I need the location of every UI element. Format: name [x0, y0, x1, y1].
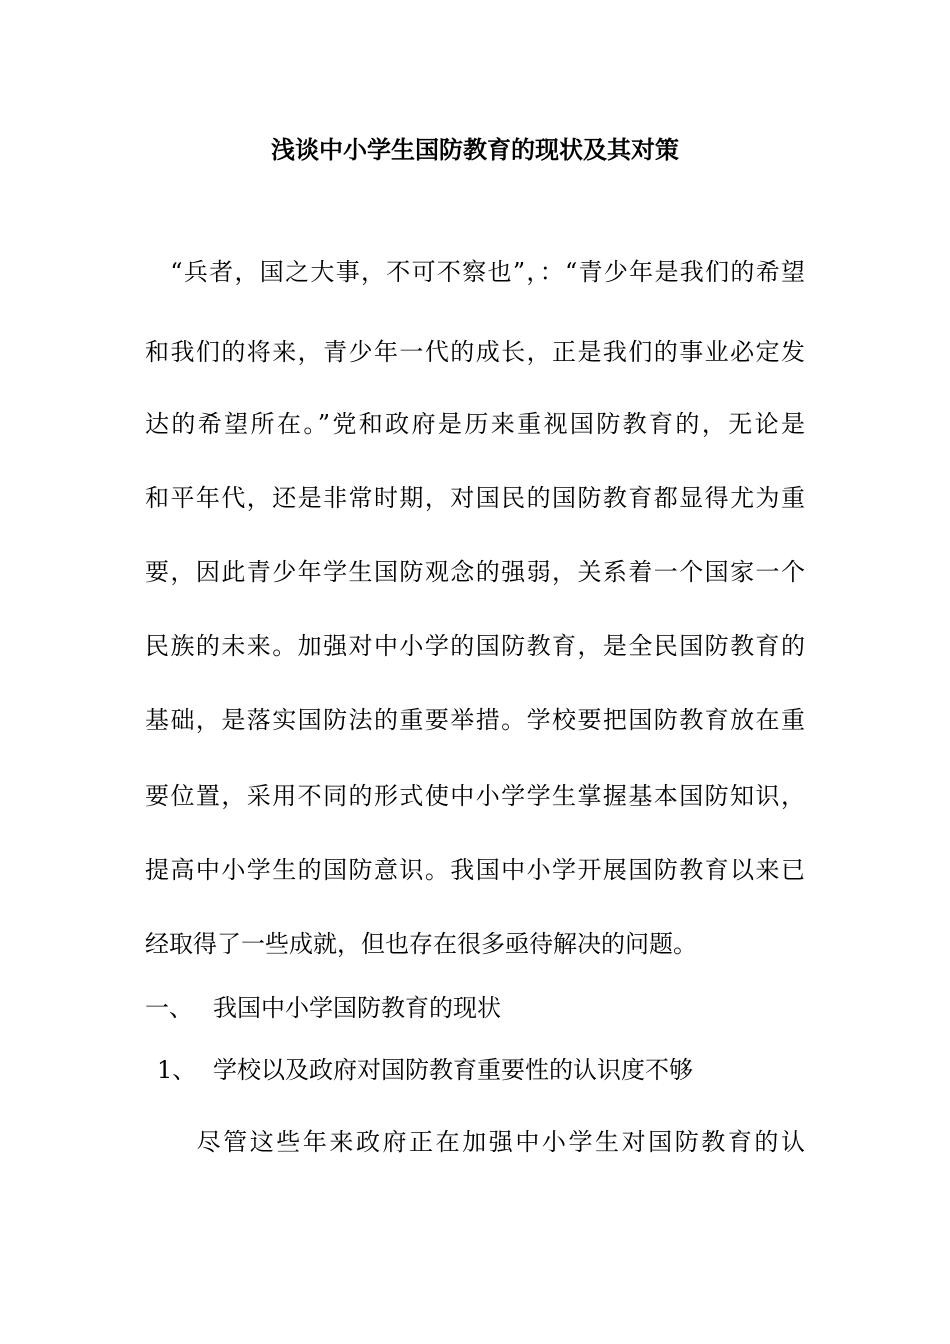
paragraph-line: 经取得了一些成就，但也存在很多亟待解决的问题。	[145, 930, 697, 958]
paragraph-line: 达的希望所在。”党和政府是历来重视国防教育的，无论是	[145, 410, 805, 438]
paragraph-line: 要，因此青少年学生国防观念的强弱，关系着一个国家一个	[145, 558, 805, 586]
paragraph-line: 民族的未来。加强对中小学的国防教育，是全民国防教育的	[145, 632, 805, 660]
paragraph-line: “兵者，国之大事，不可不察也”，：“青少年是我们的希望	[145, 258, 805, 286]
paragraph-line: 提高中小学生的国防意识。我国中小学开展国防教育以来已	[145, 856, 805, 884]
section-number: 一、	[145, 994, 193, 1022]
document-title: 浅谈中小学生国防教育的现状及其对策	[271, 135, 679, 164]
paragraph-line: 和平年代，还是非常时期，对国民的国防教育都显得尤为重	[145, 484, 805, 512]
section-heading-text: 我国中小学国防教育的现状	[213, 994, 501, 1022]
subsection-number: 1、	[157, 1056, 197, 1084]
paragraph-line: 尽管这些年来政府正在加强中小学生对国防教育的认	[170, 1128, 805, 1156]
paragraph-line: 要位置，采用不同的形式使中小学学生掌握基本国防知识，	[145, 782, 805, 810]
paragraph-line: 和我们的将来，青少年一代的成长，正是我们的事业必定发	[145, 338, 805, 366]
subsection-heading-text: 学校以及政府对国防教育重要性的认识度不够	[213, 1056, 693, 1084]
paragraph-line: 基础，是落实国防法的重要举措。学校要把国防教育放在重	[145, 706, 805, 734]
